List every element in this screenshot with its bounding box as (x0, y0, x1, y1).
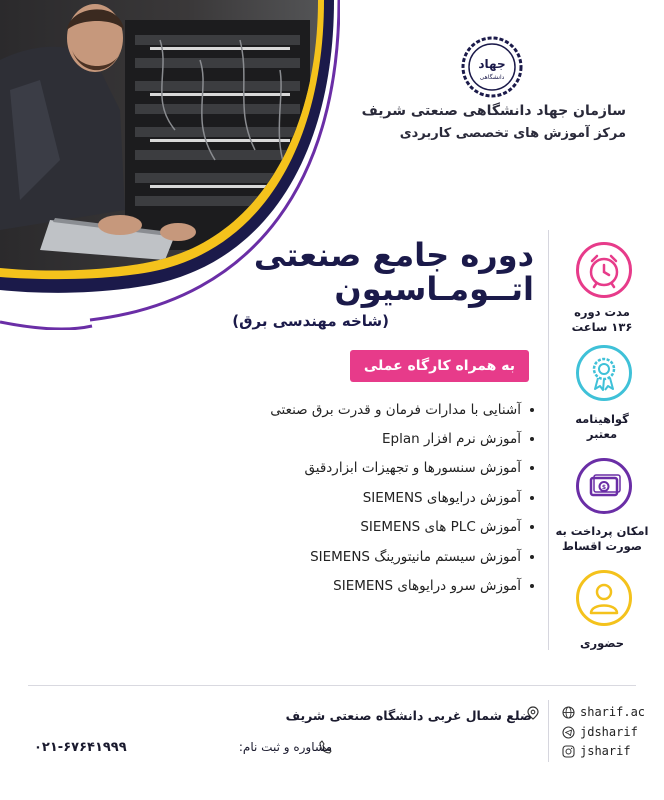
money-bill-icon (576, 458, 632, 514)
alarm-clock-icon (576, 242, 632, 298)
org-name: سازمان جهاد دانشگاهی صنعتی شریف (361, 103, 626, 119)
topic-text: آموزش درایوهای SIEMENS (362, 489, 521, 506)
svg-text:$: $ (601, 484, 607, 491)
telegram-handle[interactable]: jdsharif (580, 725, 638, 739)
feature-certificate-label: گواهینامه (575, 412, 629, 426)
bullet-icon (530, 496, 534, 500)
person-icon (576, 570, 632, 626)
phone-label: مشاوره و ثبت نام: (238, 740, 332, 754)
globe-icon (562, 706, 575, 719)
topic-text: آموزش سرو درایوهای SIEMENS (333, 578, 521, 595)
topic-item (214, 542, 534, 571)
features-divider (548, 230, 549, 650)
feature-duration-value: ۱۳۶ ساعت (571, 320, 633, 334)
bullet-icon (530, 584, 534, 588)
course-title-line2: اتــومـاسیون (334, 270, 534, 308)
hero-photo-graphic (0, 0, 340, 330)
topic-item (214, 571, 534, 600)
footer-vertical-divider (548, 700, 549, 762)
topic-text: آشنایی با مدارات فرمان و قدرت برق صنعتی (270, 401, 521, 418)
hero-photo (0, 0, 340, 330)
footer-divider (28, 685, 636, 686)
footer-address: ضلع شمال غربی دانشگاه صنعتی شریف (285, 708, 532, 723)
bullet-icon (530, 466, 534, 470)
feature-duration-label: مدت دوره (574, 305, 630, 319)
certificate-badge-icon (576, 345, 632, 401)
bullet-icon (530, 408, 534, 412)
workshop-badge: به همراه کارگاه عملی (350, 350, 529, 382)
topic-item (214, 395, 534, 424)
logo-subtext: دانشگاهی (479, 74, 505, 81)
jahad-logo-icon (461, 36, 523, 98)
feature-attendance (552, 636, 652, 651)
feature-attendance-label: حضوری (580, 636, 624, 650)
topic-text: آموزش نرم افزار Eplan (381, 431, 521, 448)
topic-item (214, 454, 534, 483)
topic-text: آموزش سنسورها و تجهیزات ابزاردقیق (304, 460, 521, 477)
logo-text: جهاد (478, 57, 506, 71)
bullet-icon (530, 525, 534, 529)
course-subtitle: (شاخه مهندسی برق) (232, 312, 389, 330)
topic-item (214, 483, 534, 512)
website-link[interactable]: sharif.ac (580, 705, 646, 719)
org-center-name: مرکز آموزش های تخصصی کاربردی (399, 126, 626, 141)
feature-installments (552, 524, 652, 554)
feature-installments-value: صورت اقساط (562, 539, 642, 553)
topic-list (214, 395, 534, 601)
topic-item (214, 424, 534, 453)
feature-certificate (552, 412, 652, 442)
feature-certificate-value: معتبر (586, 427, 618, 441)
feature-duration (552, 305, 652, 335)
topic-item (214, 513, 534, 542)
topic-text: آموزش PLC های SIEMENS (360, 519, 521, 536)
bullet-icon (530, 437, 534, 441)
bullet-icon (530, 555, 534, 559)
feature-installments-label: امکان پرداخت به (555, 524, 649, 538)
instagram-handle[interactable]: jsharif (580, 744, 631, 758)
course-title-line1: دوره جامع صنعتی (253, 236, 534, 274)
telegram-icon (562, 726, 575, 739)
instagram-icon (562, 745, 575, 758)
jahad-logo (461, 36, 523, 98)
topic-text: آموزش سیستم مانیتورینگ SIEMENS (310, 548, 521, 565)
phone-number[interactable]: ۰۲۱-۶۷۶۴۱۹۹۹ (34, 740, 127, 755)
